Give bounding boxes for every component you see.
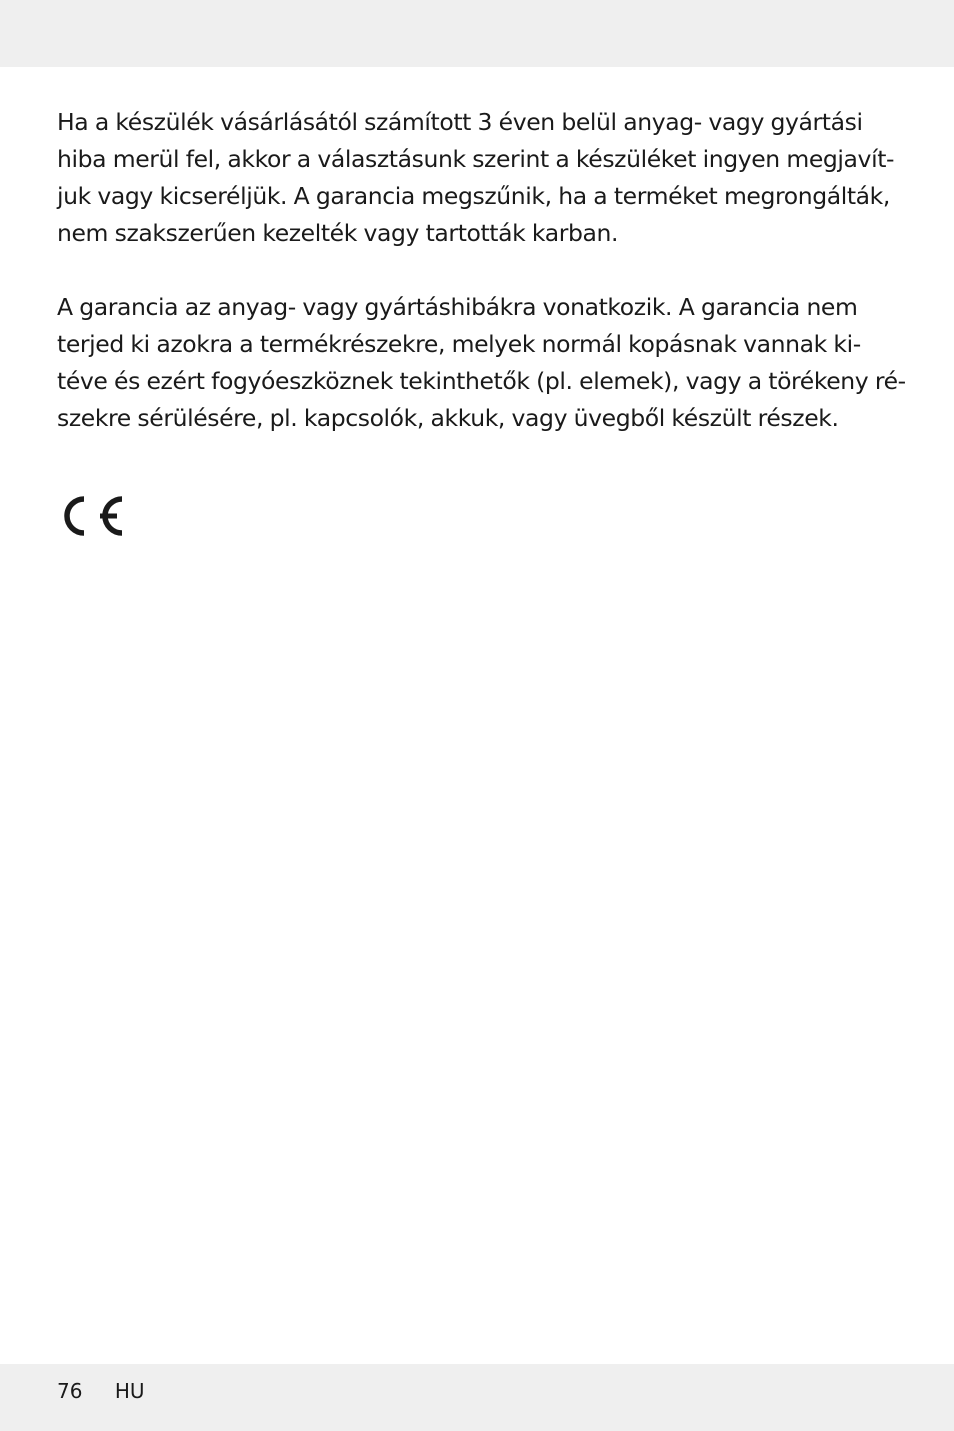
text-line: nem szakszerűen kezelték vagy tartották karban.: [57, 219, 619, 247]
text-line: terjed ki azokra a termékrészekre, melyek normál kopásnak vannak ki-: [57, 330, 861, 358]
text-line: juk vagy kicseréljük. A garancia megszűnik, ha a terméket megrongálták,: [57, 182, 890, 210]
language-code: HU: [114, 1379, 145, 1403]
text-line: hiba merül fel, akkor a választásunk szerint a készüléket ingyen megjavít-: [57, 145, 895, 173]
header-band: [0, 0, 954, 67]
text-line: téve és ezért fogyóeszköznek tekinthetők (pl. elemek), vagy a törékeny ré-: [57, 367, 906, 395]
paragraph-warranty-period: [57, 104, 907, 252]
ce-mark-icon: [55, 490, 127, 542]
page-number: 76: [57, 1379, 83, 1403]
text-line: szekre sérülésére, pl. kapcsolók, akkuk, vagy üvegből készült részek.: [57, 404, 839, 432]
page-footer: [57, 1378, 145, 1404]
text-line: Ha a készülék vásárlásától számított 3 éven belül anyag- vagy gyártási: [57, 108, 863, 136]
text-line: A garancia az anyag- vagy gyártáshibákra vonatkozik. A garancia nem: [57, 293, 858, 321]
warranty-text: [57, 104, 907, 437]
paragraph-warranty-scope: [57, 289, 907, 437]
